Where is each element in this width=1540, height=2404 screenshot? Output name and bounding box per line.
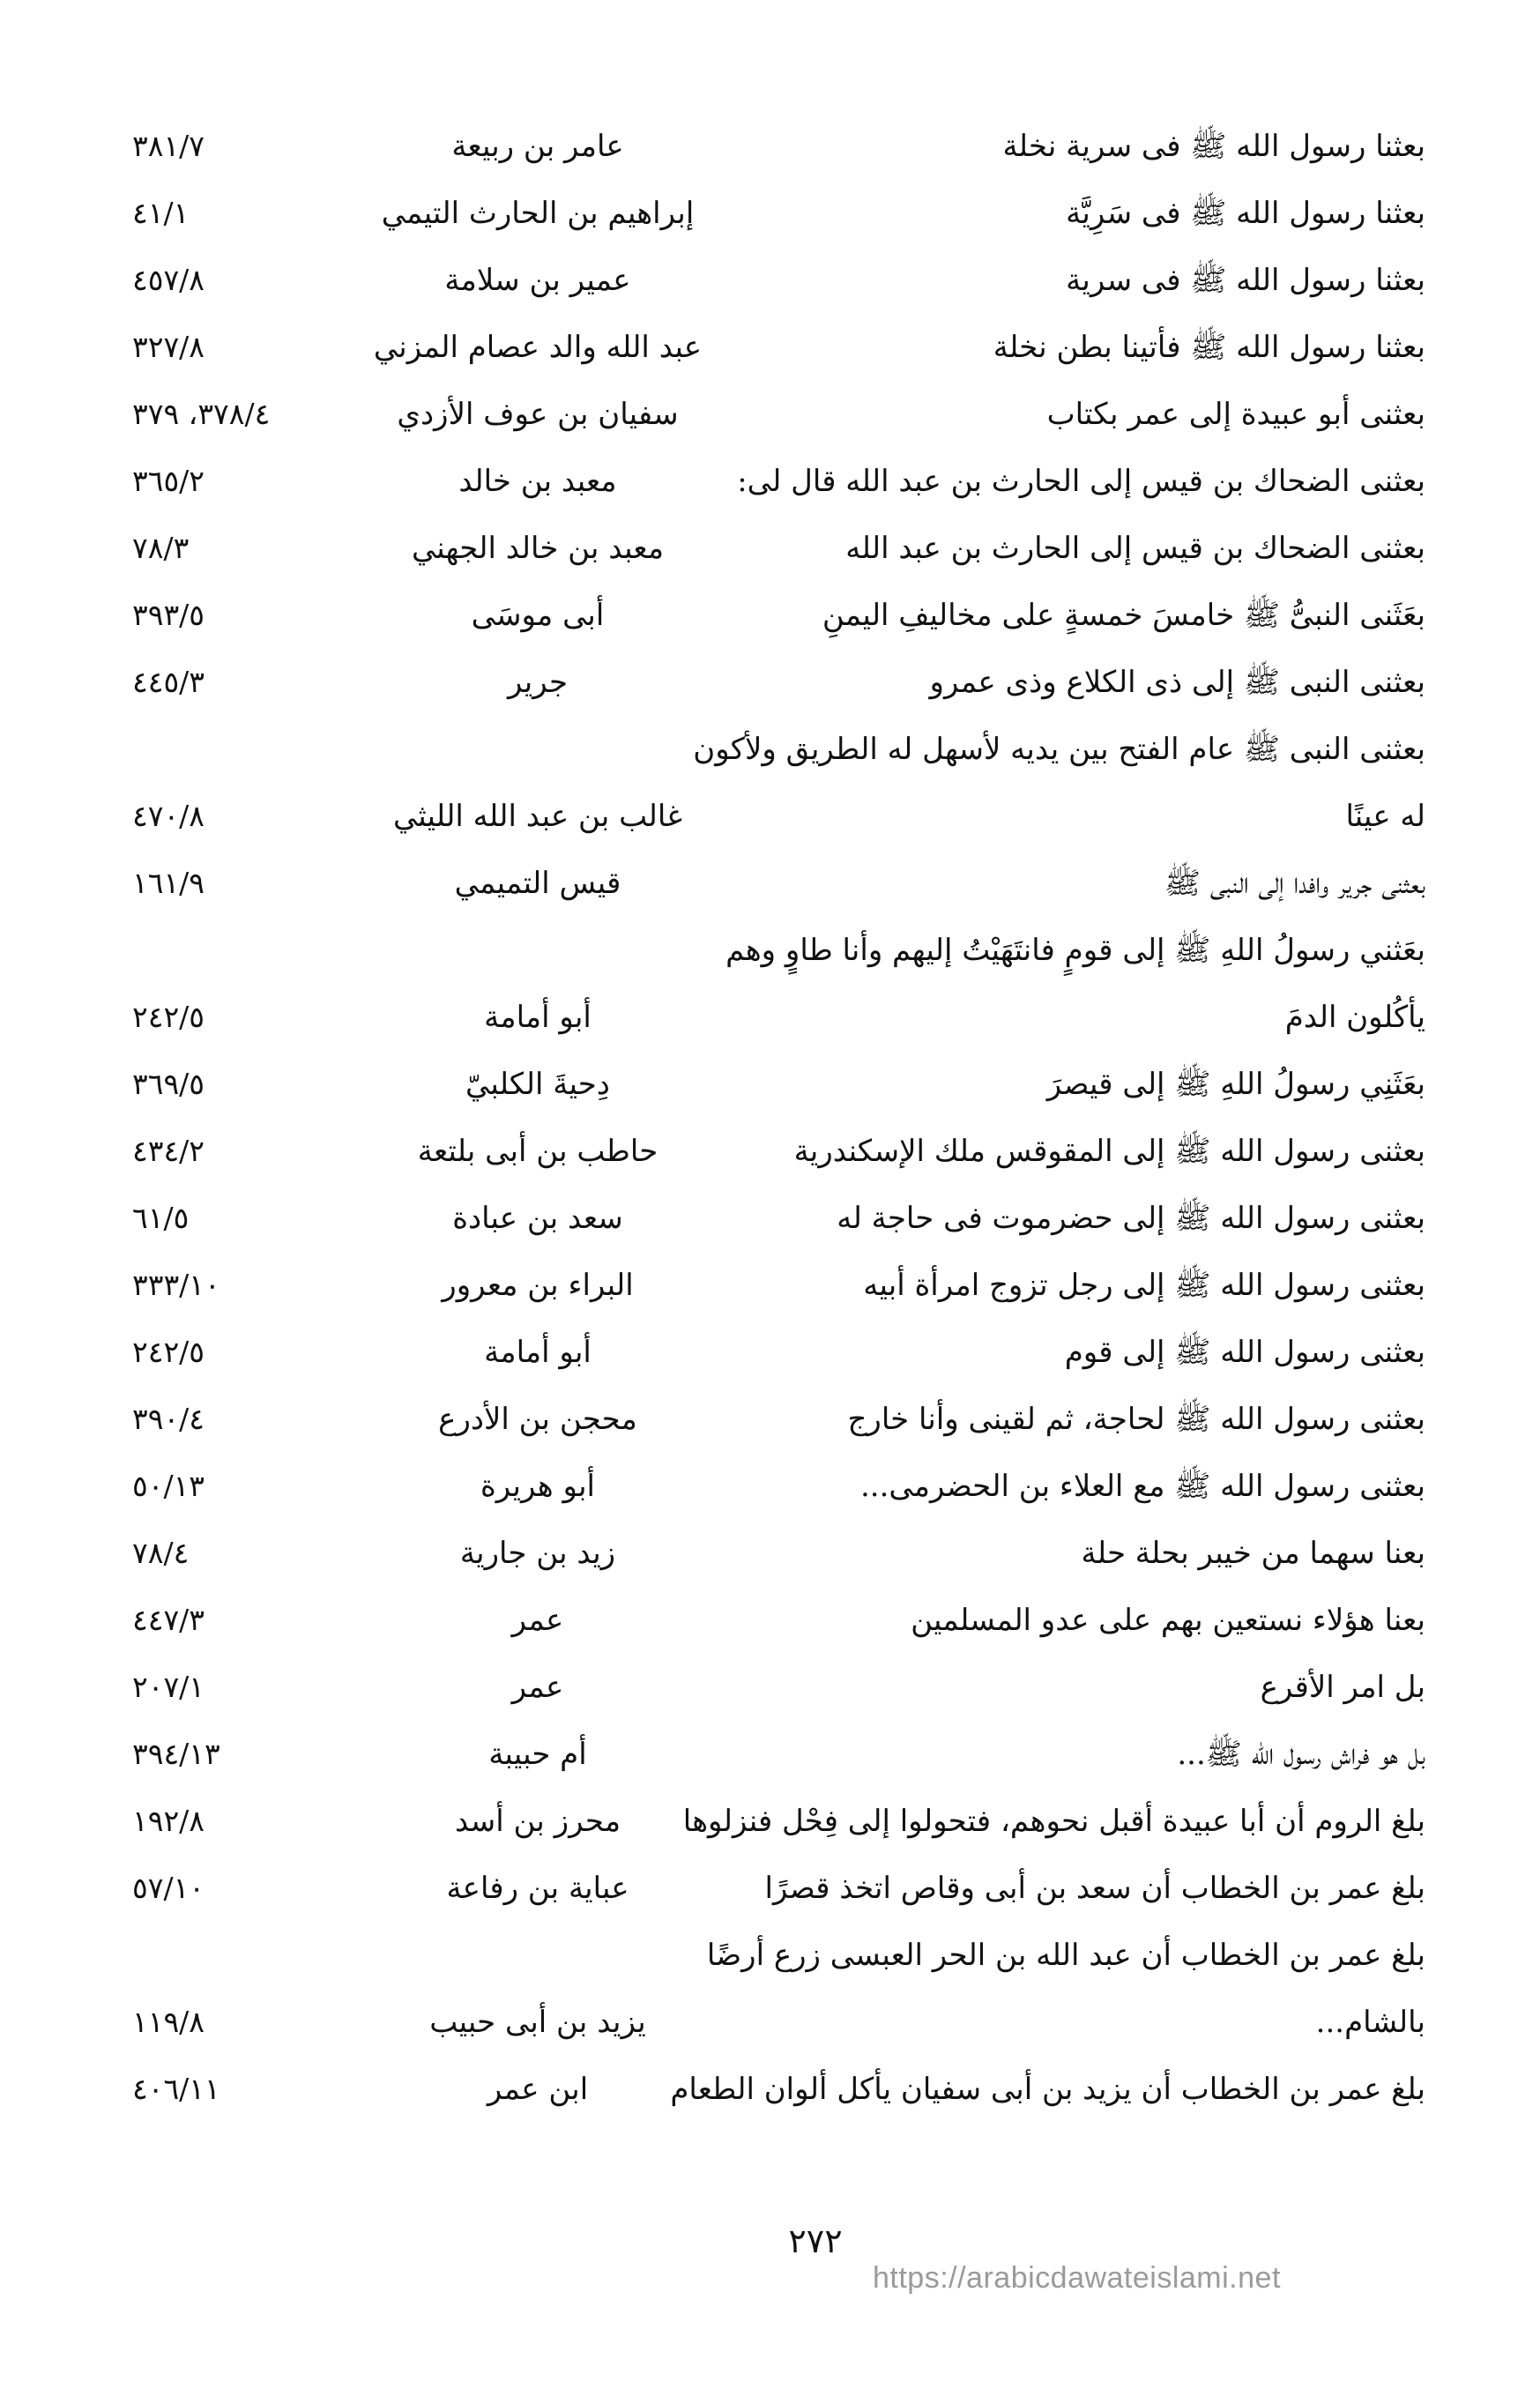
narrator-name: معبد بن خالد الجهني — [411, 531, 665, 566]
volume-page-reference: ١٦١/٩ — [132, 866, 205, 900]
index-row — [0, 448, 1540, 515]
hadith-text: بعثنى جرير وافدا إلى النبى ﷺ — [1164, 866, 1425, 901]
hadith-text: بلغ عمر بن الخطاب أن سعد بن أبى وقاص اتخذ قصرًا — [764, 1871, 1425, 1906]
index-row — [0, 1185, 1540, 1252]
hadith-text: بعَثَنى النبىُّ ﷺ خامسَ خمسةٍ على مخاليفِ اليمنِ — [822, 598, 1425, 633]
hadith-text: بلغ الروم أن أبا عبيدة أقبل نحوهم، فتحولوا إلى فِحْل فنزلوها — [682, 1804, 1425, 1839]
index-row — [0, 1252, 1540, 1319]
volume-page-reference: ٣٩٤/١٣ — [132, 1737, 220, 1771]
index-row — [0, 1788, 1540, 1855]
volume-page-reference: ٥٧/١٠ — [132, 1871, 205, 1905]
index-row — [0, 314, 1540, 381]
index-row — [0, 1453, 1540, 1520]
volume-page-reference: ٣٢٧/٨ — [132, 330, 205, 364]
volume-page-reference: ٢٠٧/١ — [132, 1670, 205, 1704]
narrator-name: أبو أمامة — [484, 1335, 591, 1370]
narrator-name: أبو هريرة — [480, 1469, 595, 1504]
hadith-text: بعَثني رسولُ اللهِ ﷺ إلى قومٍ فانتَهَيْتُ إليهم وأنا طاوٍ وهم يأكُلون الدمَ — [725, 933, 1425, 1035]
index-row — [0, 1520, 1540, 1587]
volume-page-reference: ٢٤٢/٥ — [132, 1335, 205, 1369]
index-row — [0, 1319, 1540, 1386]
hadith-text: بعثنى رسول الله ﷺ إلى قوم — [1064, 1335, 1425, 1370]
index-row — [0, 1118, 1540, 1185]
hadith-text: بعنا هؤلاء نستعين بهم على عدو المسلمين — [911, 1603, 1425, 1638]
narrator-name: محجن بن الأدرع — [438, 1402, 637, 1437]
volume-page-reference: ٤٤٥/٣ — [132, 665, 205, 699]
index-row — [0, 1386, 1540, 1453]
index-row — [0, 1721, 1540, 1788]
hadith-text: بل هو فراش رسول الله ﷺ... — [1177, 1737, 1425, 1772]
volume-page-reference: ٣٩٣/٥ — [132, 598, 205, 632]
hadith-text: بل امر الأقرع — [1260, 1670, 1425, 1705]
narrator-name: عمير بن سلامة — [444, 263, 631, 298]
volume-page-reference: ٢٤٢/٥ — [132, 1000, 205, 1034]
volume-page-reference: ٣٦٥/٢ — [132, 464, 205, 498]
index-row — [0, 247, 1540, 314]
index-row — [0, 1587, 1540, 1654]
narrator-name: سعد بن عبادة — [452, 1201, 623, 1236]
hadith-text: بعثنى رسول الله ﷺ إلى المقوقس ملك الإسكندرية — [793, 1134, 1425, 1169]
volume-page-reference: ٤٤٧/٣ — [132, 1603, 205, 1637]
hadith-text: بعنا سهما من خيبر بحلة حلة — [1081, 1536, 1425, 1571]
hadith-text: بعثنا رسول الله ﷺ فأتينا بطن نخلة — [993, 330, 1425, 365]
volume-page-reference: ٧٨/٣ — [132, 531, 190, 565]
narrator-name: أبى موسَى — [471, 598, 605, 633]
narrator-name: جرير — [508, 665, 568, 700]
hadith-text: بعثنا رسول الله ﷺ فى سرية — [1066, 263, 1425, 298]
hadith-text: بعَثَنِي رسولُ اللهِ ﷺ إلى قيصرَ — [1046, 1067, 1425, 1102]
narrator-name: عمر — [511, 1603, 564, 1638]
hadith-index-list — [0, 113, 1540, 2123]
hadith-text: بعثنى النبى ﷺ إلى ذى الكلاع وذى عمرو — [929, 665, 1425, 700]
index-row — [0, 582, 1540, 649]
index-row — [0, 850, 1540, 917]
index-row — [0, 1654, 1540, 1721]
hadith-text: بلغ عمر بن الخطاب أن يزيد بن أبى سفيان يأكل ألوان الطعام — [670, 2072, 1425, 2107]
page-number: ٢٧٢ — [788, 2222, 843, 2260]
narrator-name: حاطب بن أبى بلتعة — [417, 1134, 658, 1169]
index-row — [0, 917, 1540, 1051]
volume-page-reference: ٣٩٠/٤ — [132, 1402, 205, 1436]
hadith-text: بعثنى رسول الله ﷺ إلى رجل تزوج امرأة أبيه — [863, 1268, 1425, 1303]
index-row — [0, 1855, 1540, 1922]
narrator-name: قيس التميمي — [454, 866, 621, 901]
narrator-name: البراء بن معرور — [442, 1268, 634, 1303]
narrator-name: ابن عمر — [487, 2072, 589, 2107]
narrator-name: يزيد بن أبى حبيب — [429, 2005, 646, 2040]
hadith-text: بعثنى رسول الله ﷺ إلى حضرموت فى حاجة له — [837, 1201, 1425, 1236]
narrator-name: عمر — [511, 1670, 564, 1705]
index-row — [0, 649, 1540, 716]
narrator-name: سفيان بن عوف الأزدي — [397, 397, 679, 432]
volume-page-reference: ٣٦٩/٥ — [132, 1067, 205, 1101]
index-row — [0, 2056, 1540, 2123]
hadith-text: بعثنى الضحاك بن قيس إلى الحارث بن عبد الله — [845, 531, 1425, 566]
volume-page-reference: ١١٩/٨ — [132, 2005, 205, 2039]
volume-page-reference: ٤٣٤/٢ — [132, 1134, 205, 1168]
volume-page-reference: ٣٣٣/١٠ — [132, 1268, 220, 1302]
index-row — [0, 515, 1540, 582]
hadith-text: بعثنا رسول الله ﷺ فى سرية نخلة — [1002, 129, 1425, 164]
narrator-name: عامر بن ربيعة — [451, 129, 624, 164]
hadith-text: بلغ عمر بن الخطاب أن عبد الله بن الحر العبسى زرع أرضًا بالشام... — [706, 1938, 1425, 2040]
index-row — [0, 1922, 1540, 2056]
volume-page-reference: ٧٨/٤ — [132, 1536, 190, 1570]
narrator-name: عباية بن رفاعة — [446, 1871, 629, 1906]
index-row — [0, 716, 1540, 850]
narrator-name: دِحيةَ الكلبيّ — [465, 1067, 610, 1102]
volume-page-reference: ٥٠/١٣ — [132, 1469, 205, 1503]
volume-page-reference: ٤٥٧/٨ — [132, 263, 205, 297]
index-row — [0, 180, 1540, 247]
narrator-name: محرز بن أسد — [454, 1804, 621, 1839]
volume-page-reference: ٣٧٨/٤، ٣٧٩ — [132, 397, 271, 431]
volume-page-reference: ٤٧٠/٨ — [132, 799, 205, 833]
volume-page-reference: ٣٨١/٧ — [132, 129, 205, 163]
narrator-name: زيد بن جارية — [459, 1536, 616, 1571]
index-row — [0, 113, 1540, 180]
hadith-text: بعثنى رسول الله ﷺ لحاجة، ثم لقينى وأنا خارج — [847, 1402, 1425, 1437]
narrator-name: معبد بن خالد — [458, 464, 617, 499]
volume-page-reference: ٤١/١ — [132, 196, 190, 230]
hadith-text: بعثنى رسول الله ﷺ مع العلاء بن الحضرمى... — [859, 1469, 1425, 1504]
hadith-text: بعثنى أبو عبيدة إلى عمر بكتاب — [1046, 397, 1425, 432]
hadith-text: بعثنى النبى ﷺ عام الفتح بين يديه لأسهل له الطريق ولأكون له عينًا — [693, 732, 1425, 834]
narrator-name: أم حبيبة — [488, 1737, 587, 1772]
narrator-name: غالب بن عبد الله الليثي — [392, 799, 683, 834]
volume-page-reference: ٦١/٥ — [132, 1201, 190, 1235]
index-row — [0, 1051, 1540, 1118]
hadith-text: بعثنى الضحاك بن قيس إلى الحارث بن عبد الله قال لى: — [737, 464, 1425, 499]
volume-page-reference: ٤٠٦/١١ — [132, 2072, 220, 2106]
narrator-name: أبو أمامة — [484, 1000, 591, 1035]
index-row — [0, 381, 1540, 448]
narrator-name: إبراهيم بن الحارث التيمي — [381, 196, 695, 231]
volume-page-reference: ١٩٢/٨ — [132, 1804, 205, 1838]
hadith-text: بعثنا رسول الله ﷺ فى سَرِيَّة — [1066, 196, 1425, 231]
narrator-name: عبد الله والد عصام المزني — [373, 330, 703, 365]
watermark: https://arabicdawateislami.net — [873, 2261, 1281, 2295]
